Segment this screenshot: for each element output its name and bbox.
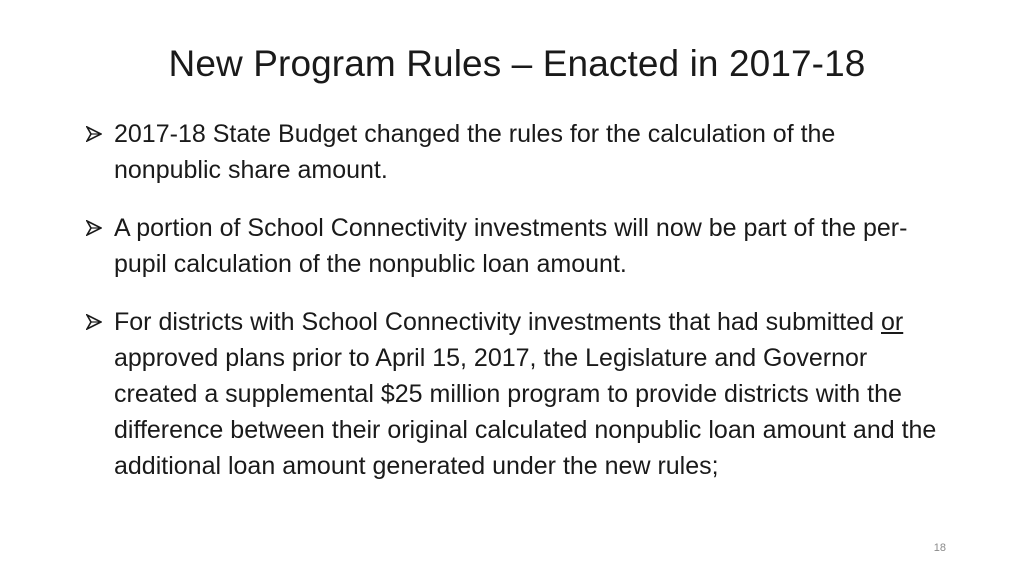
bullet-item [84,304,944,484]
bullet-item [84,210,944,282]
underlined-word: or [881,308,904,336]
arrow-bullet-icon [86,126,102,142]
bullet-text: A portion of School Connectivity investments will now be part of the per-pupil calculation of the nonpublic loan amount. [114,214,908,278]
bullet-text [102,304,944,484]
slide-title: New Program Rules – Enacted in 2017-18 [168,43,866,84]
bullet-item [84,116,944,188]
bullet-list [84,116,944,506]
bullet-text-part: For districts with School Connectivity investments that had submitted [114,308,881,336]
page-number: 18 [933,542,946,554]
bullet-text-part: approved plans prior to April 15, 2017, the Legislature and Governor created a supplemental $25 million program to provide districts with the difference between their original calculated nonpublic loan amount and the additional loan amount generated under the new rules; [114,344,937,480]
arrow-bullet-icon [86,314,102,330]
arrow-bullet-icon [86,220,102,236]
bullet-text: 2017-18 State Budget changed the rules for the calculation of the nonpublic share amount. [114,120,836,184]
